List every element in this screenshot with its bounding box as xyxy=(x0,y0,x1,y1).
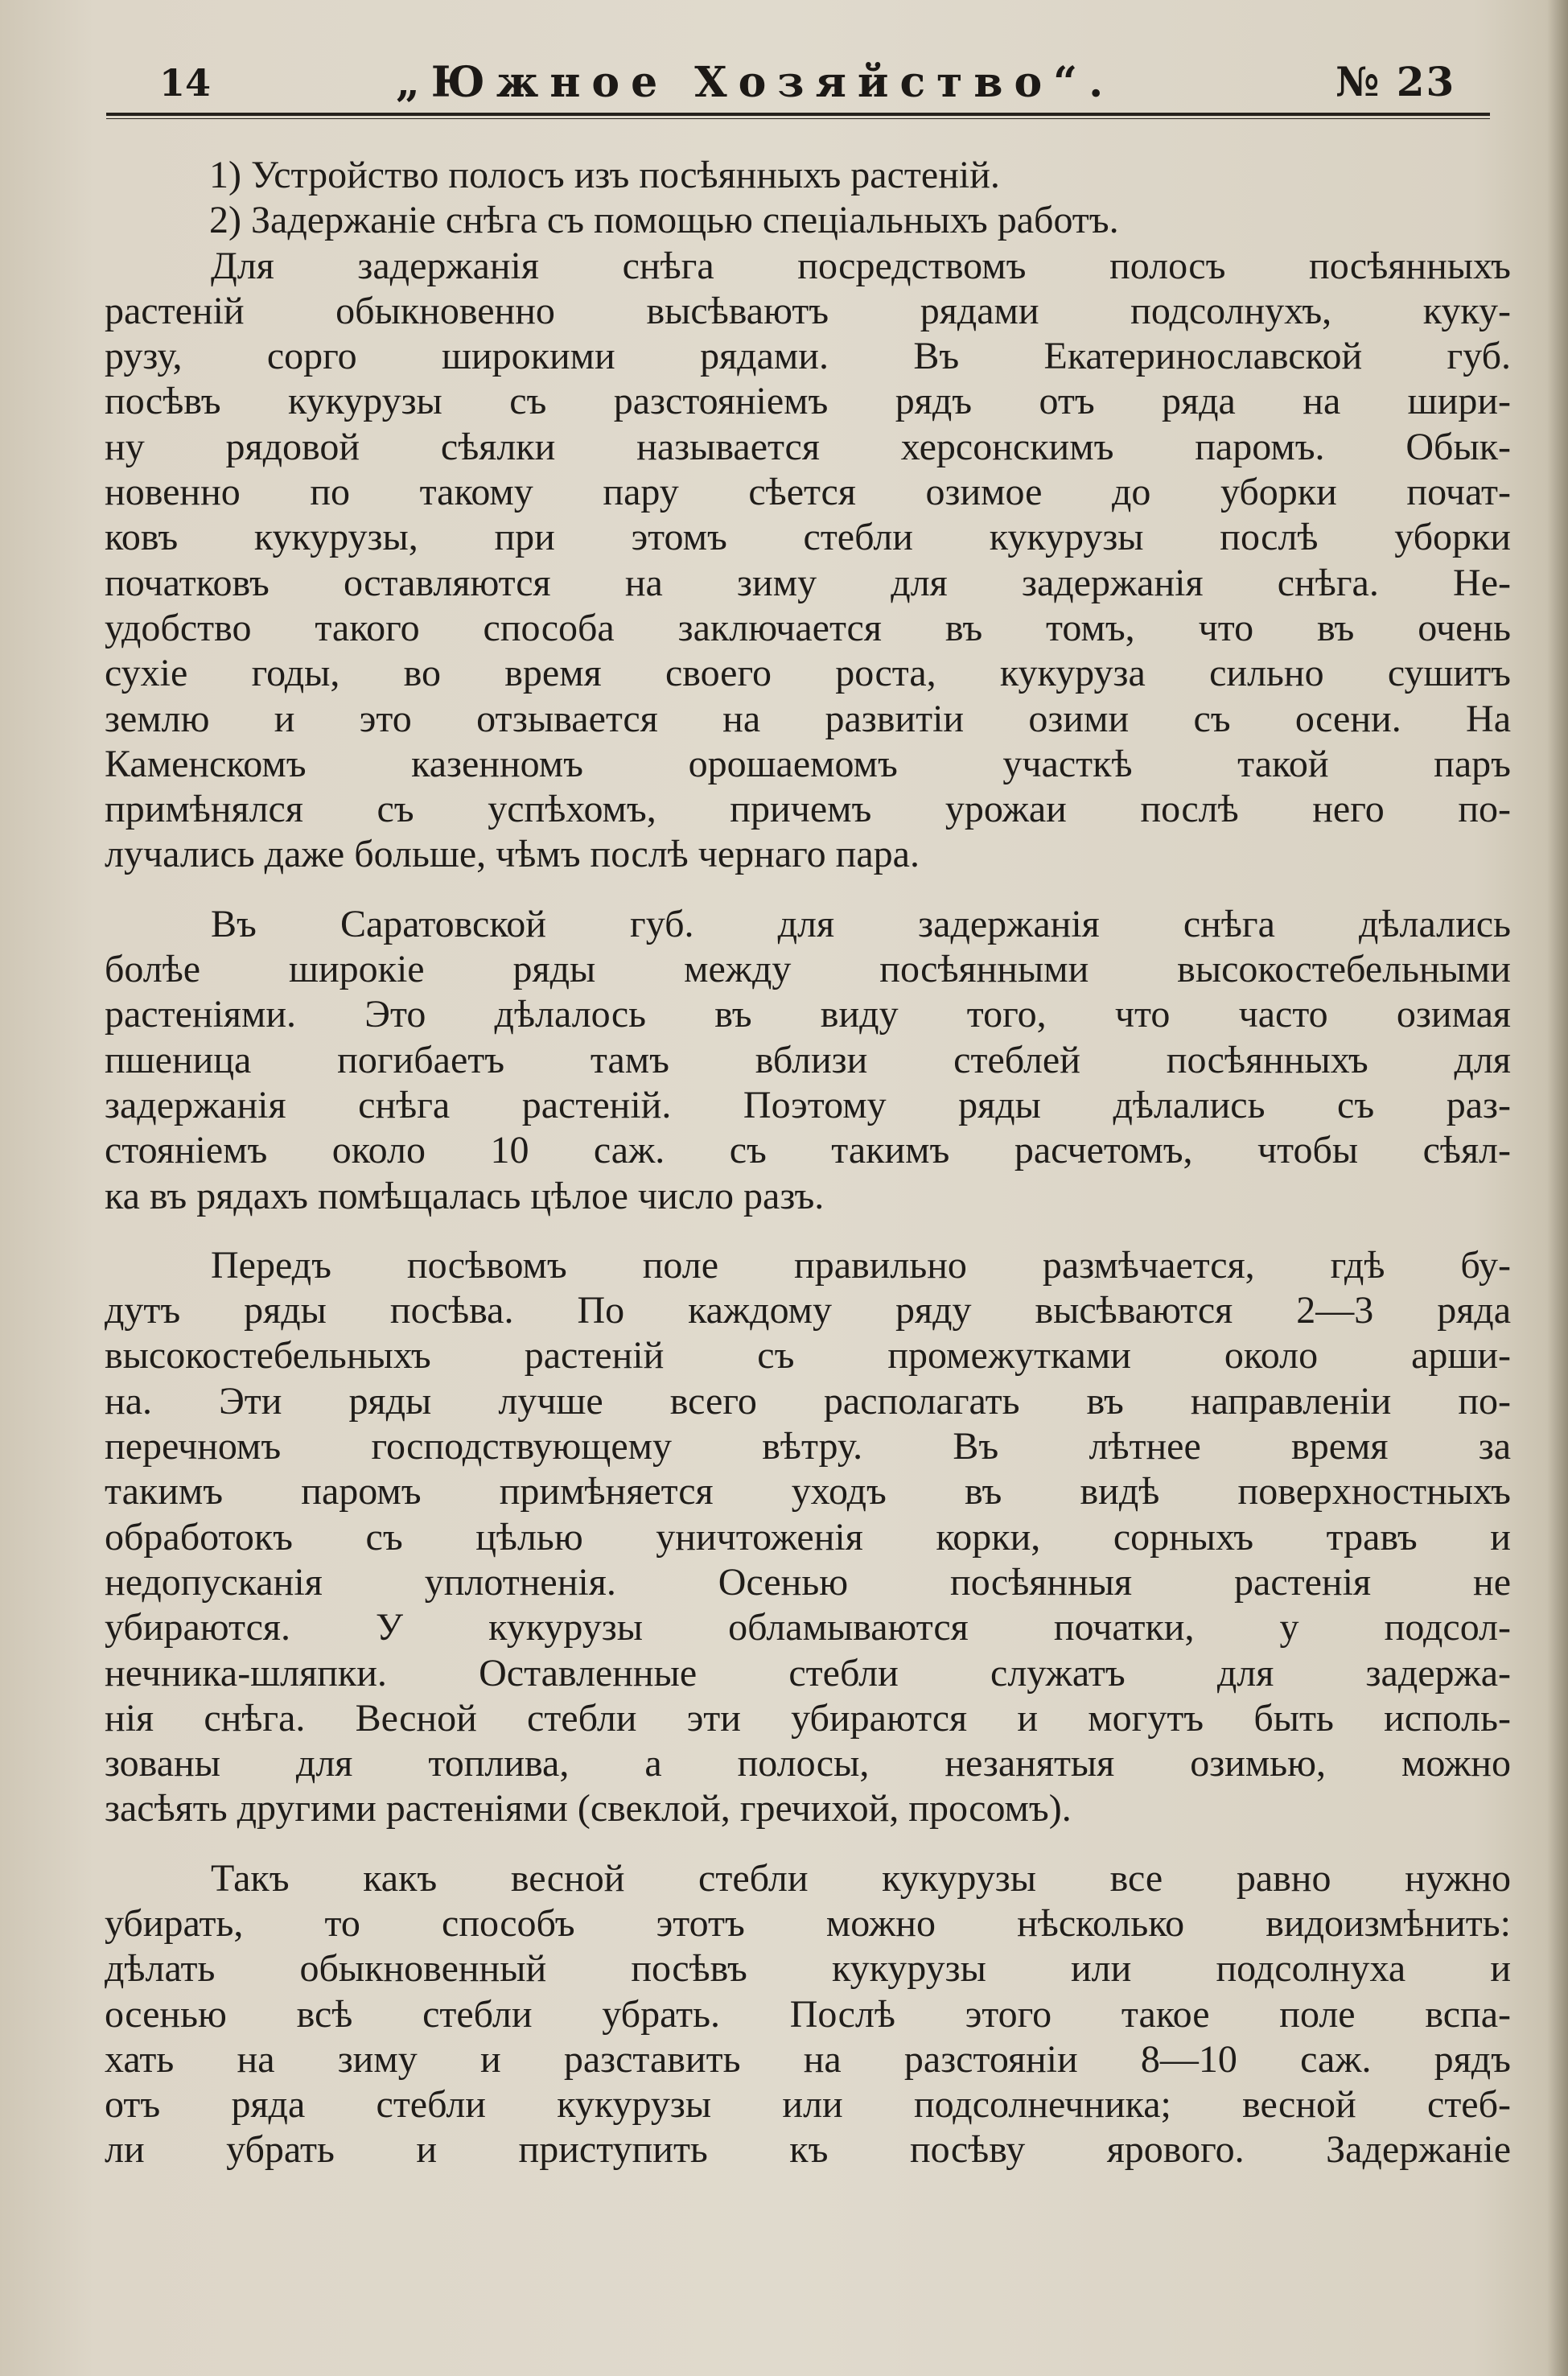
text-line: посѣвъ кукурузы съ разстояніемъ рядъ отъ ряда на шири- xyxy=(105,380,1511,423)
text-line: новенно по такому пару сѣется озимое до уборки почат- xyxy=(105,471,1511,514)
text-line: лучались даже больше, чѣмъ послѣ чернаго пара. xyxy=(105,833,920,876)
paragraph xyxy=(105,244,1511,878)
text-line: ну рядовой сѣялки называется херсонскимъ паромъ. Обык- xyxy=(105,425,1511,468)
text-line: Такъ какъ весной стебли кукурузы все равно нужно xyxy=(211,1856,1511,1900)
text-line: хать на зиму и разставить на разстояніи 8—10 саж. рядъ xyxy=(105,2037,1511,2081)
text-line: на. Эти ряды лучше всего располагать въ направленіи по- xyxy=(105,1379,1511,1423)
text-line: Каменскомъ казенномъ орошаемомъ участкѣ такой паръ xyxy=(105,742,1511,785)
text-line: рузу, сорго широкими рядами. Въ Екатеринославской губ. xyxy=(105,335,1511,378)
text-line: дутъ ряды посѣва. По каждому ряду высѣваются 2—3 ряда xyxy=(105,1289,1511,1332)
list-item: 2) Задержаніе снѣга съ помощью спеціальныхъ работъ. xyxy=(209,199,1119,242)
text-line: ли убрать и приступить къ посѣву ярового. Задержаніе xyxy=(105,2128,1511,2172)
text-line: такимъ паромъ примѣняется уходъ въ видѣ поверхностныхъ xyxy=(105,1470,1511,1513)
text-line: нечника-шляпки. Оставленные стебли служатъ для задержа- xyxy=(105,1651,1511,1694)
text-line: задержанія снѣга растеній. Поэтому ряды дѣлались съ раз- xyxy=(105,1083,1511,1126)
text-line: засѣять другими растеніями (свеклой, гречихой, просомъ). xyxy=(105,1787,1072,1830)
journal-title: „Южное Хозяйство“. xyxy=(396,58,1115,107)
text-line: высокостебельныхъ растеній съ промежутками около арши- xyxy=(105,1334,1511,1377)
text-line: отъ ряда стебли кукурузы или подсолнечника; весной стеб- xyxy=(105,2083,1511,2127)
text-line: зованы для топлива, а полосы, незанятыя озимью, можно xyxy=(105,1742,1511,1785)
text-line: недопусканія уплотненія. Осенью посѣянныя растенія не xyxy=(105,1560,1511,1604)
text-line: дѣлать обыкновенный посѣвъ кукурузы или подсолнуха и xyxy=(105,1947,1511,1991)
text-line: сухіе годы, во время своего роста, кукуруза сильно сушитъ xyxy=(105,652,1511,695)
text-line: землю и это отзывается на развитіи озими съ осени. На xyxy=(105,697,1511,740)
text-line: стояніемъ около 10 саж. съ такимъ расчетомъ, чтобы сѣял- xyxy=(105,1129,1511,1172)
text-line: осенью всѣ стебли убрать. Послѣ этого такое поле вспа- xyxy=(105,1992,1511,2036)
text-line: нія снѣга. Весной стебли эти убираются и могутъ быть исполь- xyxy=(105,1696,1511,1740)
numbered-list xyxy=(105,153,1511,244)
text-line: убирать, то способъ этотъ можно нѣсколько видоизмѣнить: xyxy=(105,1901,1511,1945)
text-line: убираются. У кукурузы обламываются початки, у подсол- xyxy=(105,1606,1511,1649)
paragraph-gap xyxy=(105,1219,1511,1243)
text-line: болѣе широкіе ряды между посѣянными высокостебельными xyxy=(105,948,1511,991)
text-line: Для задержанія снѣга посредствомъ полосъ посѣянныхъ xyxy=(211,244,1511,287)
text-line: Въ Саратовской губ. для задержанія снѣга дѣлались xyxy=(211,902,1511,945)
text-line: Передъ посѣвомъ поле правильно размѣчается, гдѣ бу- xyxy=(211,1243,1511,1287)
paragraph xyxy=(105,902,1511,1219)
text-line: початковъ оставляются на зиму для задержанія снѣга. Не- xyxy=(105,561,1511,604)
text-line: ка въ рядахъ помѣщалась цѣлое число разъ. xyxy=(105,1174,825,1217)
paragraph xyxy=(105,1856,1511,2173)
text-line: ковъ кукурузы, при этомъ стебли кукурузы послѣ уборки xyxy=(105,516,1511,559)
page-number: 14 xyxy=(159,61,212,105)
paragraph-gap xyxy=(105,878,1511,902)
running-header xyxy=(106,50,1474,114)
text-line: перечномъ господствующему вѣтру. Въ лѣтнее время за xyxy=(105,1425,1511,1468)
list-item: 1) Устройство полосъ изъ посѣянныхъ растеній. xyxy=(209,154,1000,196)
paragraph xyxy=(105,1243,1511,1832)
text-line: пшеница погибаетъ тамъ вблизи стеблей посѣянныхъ для xyxy=(105,1038,1511,1081)
issue-number: № 23 xyxy=(1335,58,1456,105)
article-text xyxy=(105,153,1511,2173)
paragraph-gap xyxy=(105,1832,1511,1856)
text-line: растеніями. Это дѣлалось въ виду того, что часто озимая xyxy=(105,993,1511,1036)
text-line: обработокъ съ цѣлью уничтоженія корки, сорныхъ травъ и xyxy=(105,1515,1511,1559)
text-line: растеній обыкновенно высѣваютъ рядами подсолнухъ, куку- xyxy=(105,289,1511,332)
text-line: удобство такого способа заключается въ томъ, что въ очень xyxy=(105,606,1511,649)
header-rule xyxy=(106,113,1490,119)
text-line: примѣнялся съ успѣхомъ, причемъ урожаи послѣ него по- xyxy=(105,788,1511,831)
